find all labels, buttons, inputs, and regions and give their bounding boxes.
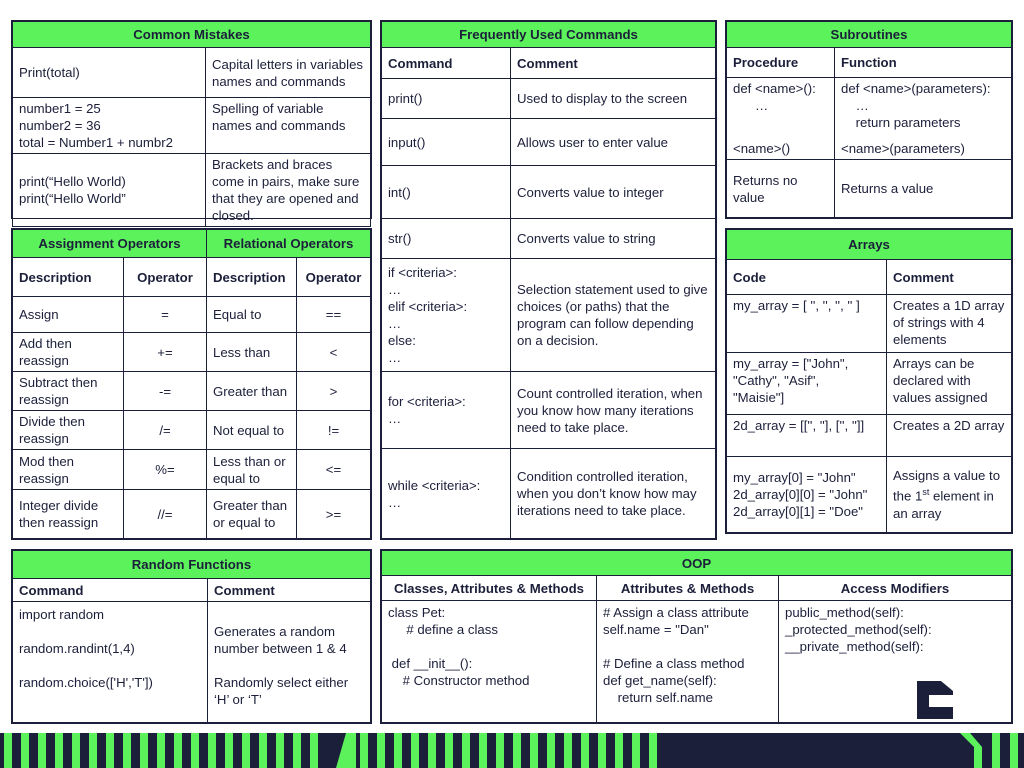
- assignment-operators-title: Assignment Operators: [13, 230, 207, 258]
- table-row: [382, 219, 716, 259]
- footer-stripe: [649, 733, 657, 768]
- footer-stripe: [632, 733, 640, 768]
- column-header: Attributes & Methods: [597, 576, 779, 601]
- footer-stripe: [428, 733, 436, 768]
- table-row: [727, 457, 1012, 533]
- footer-stripe: [191, 733, 199, 768]
- table-row: [13, 333, 371, 372]
- decorative-footer: [0, 733, 1024, 768]
- function-return: Returns a value: [835, 160, 1012, 218]
- footer-stripe: [547, 733, 555, 768]
- assign-operator: /=: [124, 411, 207, 450]
- comment-text: Assigns a value to the 1: [893, 468, 1001, 504]
- column-header: Comment: [887, 260, 1012, 295]
- procedure-definition: def <name>(): …: [733, 81, 816, 113]
- command-cell: for <criteria>: …: [382, 372, 511, 449]
- table-row: [382, 119, 716, 166]
- table-row: [13, 372, 371, 411]
- column-header: Description: [13, 258, 124, 297]
- assign-description: Add then reassign: [13, 333, 124, 372]
- operators-panel: [11, 228, 372, 540]
- footer-stripe: [564, 733, 572, 768]
- column-header: Command: [13, 579, 208, 602]
- table-row: [13, 411, 371, 450]
- comment-cell: Condition controlled iteration, when you don’t know how may iterations need to take place.: [511, 449, 716, 539]
- footer-stripe: [377, 733, 385, 768]
- footer-stripe: [513, 733, 521, 768]
- subroutines-title: Subroutines: [727, 22, 1012, 48]
- random-functions-title: Random Functions: [13, 551, 371, 579]
- column-header: Operator: [297, 258, 371, 297]
- column-header: Access Modifiers: [779, 576, 1012, 601]
- relational-description: Greater than or equal to: [207, 490, 297, 539]
- column-header: Comment: [511, 48, 716, 79]
- footer-stripe: [360, 733, 368, 768]
- comment-cell: Converts value to integer: [511, 166, 716, 219]
- random-comment: Generates a random number between 1 & 4 Randomly select either ‘H’ or ‘T’: [208, 602, 371, 723]
- array-comment: Creates a 2D array: [887, 415, 1012, 457]
- array-comment: Arrays can be declared with values assigned: [887, 353, 1012, 415]
- relational-operator: <=: [297, 450, 371, 490]
- mistake-code: Print(total): [13, 48, 206, 98]
- table-row: [382, 259, 716, 372]
- relational-description: Less than or equal to: [207, 450, 297, 490]
- footer-stripe: [276, 733, 284, 768]
- relational-description: Not equal to: [207, 411, 297, 450]
- random-functions-panel: [11, 549, 372, 724]
- commands-title: Frequently Used Commands: [382, 22, 716, 48]
- footer-stripe: [411, 733, 419, 768]
- footer-stripe: [581, 733, 589, 768]
- mistake-note: Spelling of variable names and commands: [206, 98, 371, 154]
- footer-stripe: [38, 733, 46, 768]
- mistake-note: Capital letters in variables names and commands: [206, 48, 371, 98]
- footer-stripe: [445, 733, 453, 768]
- attributes-code: # Assign a class attribute self.name = "Dan" # Define a class method def get_name(self): return self.name: [597, 601, 779, 723]
- relational-operators-title: Relational Operators: [207, 230, 371, 258]
- access-modifiers-code: public_method(self): _protected_method(self): __private_method(self):: [785, 605, 932, 654]
- function-cell: [835, 78, 1012, 160]
- comment-cell: Converts value to string: [511, 219, 716, 259]
- comment-cell: Count controlled iteration, when you know how many iterations need to take place.: [511, 372, 716, 449]
- column-header: Classes, Attributes & Methods: [382, 576, 597, 601]
- footer-corner-stripes: [960, 733, 1024, 768]
- footer-stripe: [4, 733, 12, 768]
- commands-panel: [380, 20, 717, 540]
- assign-description: Divide then reassign: [13, 411, 124, 450]
- table-row: [727, 78, 1012, 160]
- relational-operator: !=: [297, 411, 371, 450]
- array-code: my_array[0] = "John" 2d_array[0][0] = "John" 2d_array[0][1] = "Doe": [727, 457, 887, 533]
- column-header: Operator: [124, 258, 207, 297]
- procedure-cell: [727, 78, 835, 160]
- table-row: [382, 372, 716, 449]
- table-row: [382, 166, 716, 219]
- mistake-code: print(“Hello World) print(“Hello World”: [13, 154, 206, 227]
- assign-operator: //=: [124, 490, 207, 539]
- table-row: [13, 490, 371, 539]
- relational-description: Equal to: [207, 297, 297, 333]
- comment-cell: Selection statement used to give choices (or paths) that the program can follow depending on a decision.: [511, 259, 716, 372]
- relational-operator: ==: [297, 297, 371, 333]
- classes-code: class Pet: # define a class def __init__(): # Constructor method: [382, 601, 597, 723]
- footer-stripe: [89, 733, 97, 768]
- footer-stripe: [140, 733, 148, 768]
- footer-stripe: [174, 733, 182, 768]
- procedure-call: <name>(): [733, 141, 791, 156]
- table-row: [13, 450, 371, 490]
- table-row: [382, 449, 716, 539]
- ordinal-suffix: st: [922, 487, 930, 498]
- table-row: [727, 353, 1012, 415]
- procedure-return: Returns no value: [727, 160, 835, 218]
- function-definition: def <name>(parameters): … return parameters: [841, 81, 991, 130]
- command-cell: while <criteria>: …: [382, 449, 511, 539]
- mistake-code: number1 = 25 number2 = 36 total = Number1 + numbr2: [13, 98, 206, 154]
- assign-operator: -=: [124, 372, 207, 411]
- comment-cell: Allows user to enter value: [511, 119, 716, 166]
- comment-text: element in an array: [893, 488, 994, 521]
- brand-logo-icon: [915, 679, 955, 721]
- footer-stripe: [310, 733, 318, 768]
- footer-stripe: [615, 733, 623, 768]
- relational-operator: >: [297, 372, 371, 411]
- table-row: [382, 79, 716, 119]
- oop-panel: [380, 549, 1013, 724]
- common-mistakes-title: Common Mistakes: [13, 22, 371, 48]
- footer-stripe: [479, 733, 487, 768]
- column-header: Function: [835, 48, 1012, 78]
- footer-wedge: [326, 733, 356, 768]
- footer-stripe: [123, 733, 131, 768]
- array-code: my_array = ["John", "Cathy", "Asif", "Maisie"]: [727, 353, 887, 415]
- arrays-title: Arrays: [727, 230, 1012, 260]
- footer-stripe: [55, 733, 63, 768]
- footer-stripe: [259, 733, 267, 768]
- array-comment: [887, 457, 1012, 533]
- command-cell: int(): [382, 166, 511, 219]
- assign-description: Integer divide then reassign: [13, 490, 124, 539]
- footer-stripe: [462, 733, 470, 768]
- command-cell: input(): [382, 119, 511, 166]
- array-code: my_array = [ '', '', '', '' ]: [727, 295, 887, 353]
- table-row: [727, 160, 1012, 218]
- arrays-panel: [725, 228, 1013, 534]
- access-modifiers-cell: [779, 601, 1012, 723]
- table-row: [727, 415, 1012, 457]
- footer-stripe: [530, 733, 538, 768]
- common-mistakes-panel: [11, 20, 372, 223]
- footer-stripe: [496, 733, 504, 768]
- assign-operator: =: [124, 297, 207, 333]
- column-header: Command: [382, 48, 511, 79]
- column-header: Code: [727, 260, 887, 295]
- assign-operator: +=: [124, 333, 207, 372]
- assign-description: Subtract then reassign: [13, 372, 124, 411]
- footer-stripe: [72, 733, 80, 768]
- column-header: Comment: [208, 579, 371, 602]
- command-cell: if <criteria>: … elif <criteria>: … else: …: [382, 259, 511, 372]
- footer-stripe: [293, 733, 301, 768]
- footer-stripe: [106, 733, 114, 768]
- footer-stripe: [208, 733, 216, 768]
- assign-description: Assign: [13, 297, 124, 333]
- footer-stripe: [225, 733, 233, 768]
- footer-stripe: [157, 733, 165, 768]
- column-header: Description: [207, 258, 297, 297]
- table-row: [727, 295, 1012, 353]
- footer-stripe: [598, 733, 606, 768]
- comment-cell: Used to display to the screen: [511, 79, 716, 119]
- array-code: 2d_array = [['', ''], ['', '']]: [727, 415, 887, 457]
- command-cell: str(): [382, 219, 511, 259]
- subroutines-panel: [725, 20, 1013, 219]
- command-cell: print(): [382, 79, 511, 119]
- relational-operator: >=: [297, 490, 371, 539]
- oop-title: OOP: [382, 551, 1012, 576]
- relational-operator: <: [297, 333, 371, 372]
- array-comment: Creates a 1D array of strings with 4 elements: [887, 295, 1012, 353]
- function-call: <name>(parameters): [841, 141, 965, 156]
- assign-operator: %=: [124, 450, 207, 490]
- relational-description: Greater than: [207, 372, 297, 411]
- relational-description: Less than: [207, 333, 297, 372]
- column-header: Procedure: [727, 48, 835, 78]
- footer-stripe: [242, 733, 250, 768]
- footer-stripe: [21, 733, 29, 768]
- assign-description: Mod then reassign: [13, 450, 124, 490]
- random-code: import random random.randint(1,4) random.choice(['H','T']): [13, 602, 208, 723]
- table-row: [13, 297, 371, 333]
- footer-stripe: [394, 733, 402, 768]
- mistake-note: Brackets and braces come in pairs, make sure that they are opened and closed.: [206, 154, 371, 227]
